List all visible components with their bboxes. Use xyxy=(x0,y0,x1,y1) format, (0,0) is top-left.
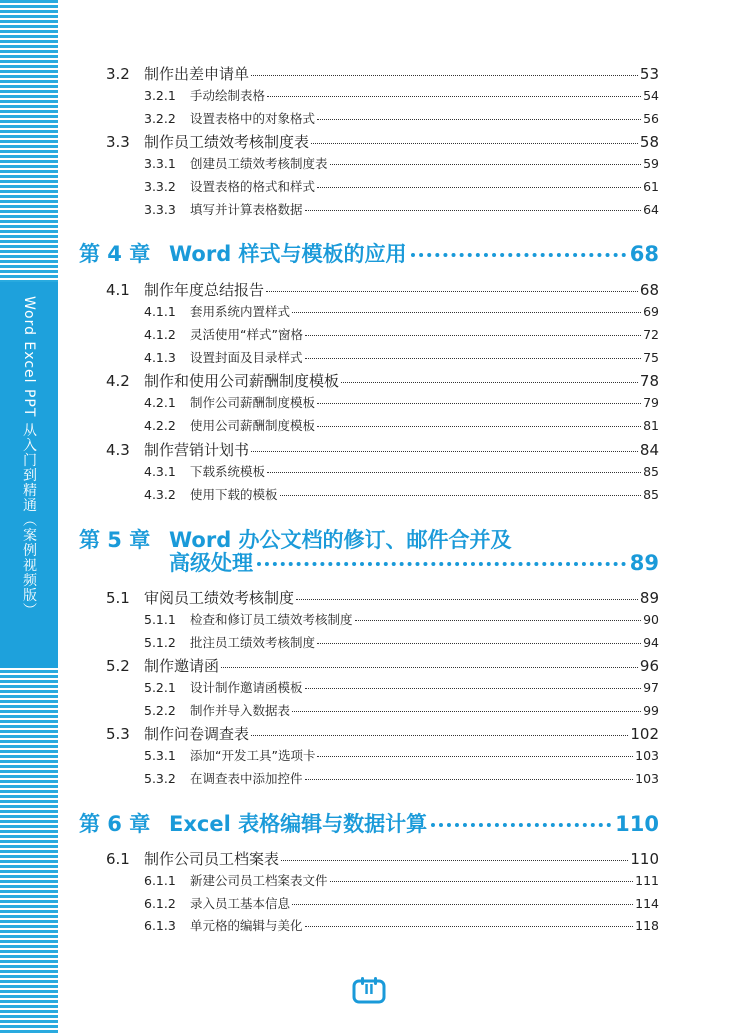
page-ref: 118 xyxy=(635,918,659,933)
chapter-page-number: 68 xyxy=(629,242,659,266)
page-ref: 110 xyxy=(630,850,659,868)
section-number: 4.1 xyxy=(106,281,130,299)
subsection-number: 4.1.3 xyxy=(144,350,176,365)
toc-subsection-entry xyxy=(144,302,659,320)
toc-subsection-entry xyxy=(144,746,659,764)
page-ref: 97 xyxy=(643,680,659,695)
dot-leader xyxy=(317,119,641,120)
section-title: 制作营销计划书 xyxy=(144,441,250,459)
section-number: 5.1 xyxy=(106,589,130,607)
dot-leader xyxy=(317,403,641,404)
toc-subsection-entry xyxy=(144,348,659,366)
section-number: 3.3 xyxy=(106,133,130,151)
section-title: 制作问卷调查表 xyxy=(144,725,250,743)
section-number: 5.3 xyxy=(106,725,130,743)
toc-subsection-entry xyxy=(144,462,659,480)
dot-leader xyxy=(317,187,641,188)
subsection-number: 4.2.2 xyxy=(144,418,176,433)
page-ref: 69 xyxy=(643,304,659,319)
subsection-title: 填写并计算表格数据 xyxy=(190,202,303,217)
section-number: 3.2 xyxy=(106,65,130,83)
page-ref: 68 xyxy=(639,281,659,299)
subsection-number: 6.1.2 xyxy=(144,896,176,911)
side-book-title: Word Excel PPT 从入门到精通（案例视频版） xyxy=(21,296,37,618)
page-ref: 64 xyxy=(643,202,659,217)
toc-subsection-entry xyxy=(144,769,659,787)
dot-leader xyxy=(305,210,642,211)
page-ref: 99 xyxy=(643,703,659,718)
subsection-number: 3.3.3 xyxy=(144,202,176,217)
chapter-title-continued: 高级处理 xyxy=(169,551,253,575)
subsection-number: 5.3.2 xyxy=(144,771,176,786)
toc-subsection-entry xyxy=(144,871,659,889)
toc-section-entry xyxy=(106,655,659,676)
dot-leader xyxy=(292,312,641,313)
page-ref: 61 xyxy=(643,179,659,194)
section-title: 制作出差申请单 xyxy=(144,65,250,83)
page-ref: 79 xyxy=(643,395,659,410)
subsection-title: 在调查表中添加控件 xyxy=(190,771,303,786)
subsection-title: 灵活使用“样式”窗格 xyxy=(190,327,303,342)
section-title: 制作邀请函 xyxy=(144,657,220,675)
subsection-title: 下载系统模板 xyxy=(190,464,266,479)
subsection-title: 设置表格中的对象格式 xyxy=(190,111,316,126)
subsection-title: 新建公司员工档案表文件 xyxy=(190,873,328,888)
toc-subsection-entry xyxy=(144,485,659,503)
page-ref: 90 xyxy=(643,612,659,627)
dot-leader xyxy=(355,620,642,621)
dot-leader xyxy=(317,643,641,644)
chapter-heading xyxy=(79,808,659,838)
page-number: II xyxy=(364,983,374,998)
toc-subsection-entry xyxy=(144,416,659,434)
subsection-number: 4.1.2 xyxy=(144,327,176,342)
page-ref: 54 xyxy=(643,88,659,103)
page-ref: 53 xyxy=(639,65,659,83)
subsection-title: 检查和修订员工绩效考核制度 xyxy=(190,612,353,627)
subsection-title: 录入员工基本信息 xyxy=(190,896,291,911)
chapter-number: 第 5 章 xyxy=(79,528,151,552)
toc-subsection-entry xyxy=(144,86,659,104)
subsection-number: 6.1.1 xyxy=(144,873,176,888)
dot-leader xyxy=(341,382,638,383)
page-ref: 89 xyxy=(639,589,659,607)
subsection-title: 设计制作邀请函模板 xyxy=(190,680,303,695)
toc-section-entry xyxy=(106,131,659,152)
subsection-title: 设置表格的格式和样式 xyxy=(190,179,316,194)
toc-subsection-entry xyxy=(144,154,659,172)
subsection-title: 制作并导入数据表 xyxy=(190,703,291,718)
toc-subsection-entry xyxy=(144,393,659,411)
dot-leader xyxy=(251,75,638,76)
dot-leader xyxy=(221,667,638,668)
toc-subsection-entry xyxy=(144,109,659,127)
page-ref: 96 xyxy=(639,657,659,675)
section-number: 4.3 xyxy=(106,441,130,459)
subsection-number: 3.2.2 xyxy=(144,111,176,126)
page-ref: 78 xyxy=(639,372,659,390)
chapter-number: 第 4 章 xyxy=(79,242,151,266)
page-ref: 94 xyxy=(643,635,659,650)
chapter-number: 第 6 章 xyxy=(79,812,151,836)
dot-leader xyxy=(317,756,633,757)
dot-leader xyxy=(317,426,641,427)
page-ref: 85 xyxy=(643,487,659,502)
page-ref: 59 xyxy=(643,156,659,171)
toc-section-entry xyxy=(106,439,659,460)
subsection-title: 批注员工绩效考核制度 xyxy=(190,635,316,650)
page-ref: 111 xyxy=(635,873,659,888)
toc-subsection-entry xyxy=(144,200,659,218)
page-ref: 85 xyxy=(643,464,659,479)
dot-leader xyxy=(305,688,642,689)
toc-subsection-entry xyxy=(144,916,659,934)
dot-leader xyxy=(267,472,641,473)
section-title: 制作和使用公司薪酬制度模板 xyxy=(144,372,340,390)
subsection-number: 5.1.1 xyxy=(144,612,176,627)
chapter-title: Word 办公文档的修订、邮件合并及 xyxy=(169,528,512,552)
dot-leader xyxy=(431,823,611,827)
page-ref: 58 xyxy=(639,133,659,151)
subsection-title: 设置封面及目录样式 xyxy=(190,350,303,365)
subsection-title: 手动绘制表格 xyxy=(190,88,266,103)
page-ref: 72 xyxy=(643,327,659,342)
toc-subsection-entry xyxy=(144,177,659,195)
dot-leader xyxy=(251,451,638,452)
section-number: 6.1 xyxy=(106,850,130,868)
section-title: 制作员工绩效考核制度表 xyxy=(144,133,310,151)
section-number: 4.2 xyxy=(106,372,130,390)
toc-subsection-entry xyxy=(144,701,659,719)
toc-subsection-entry xyxy=(144,325,659,343)
subsection-title: 使用公司薪酬制度模板 xyxy=(190,418,316,433)
page-ref: 114 xyxy=(635,896,659,911)
dot-leader xyxy=(330,881,634,882)
subsection-number: 4.3.1 xyxy=(144,464,176,479)
subsection-title: 套用系统内置样式 xyxy=(190,304,291,319)
subsection-number: 5.1.2 xyxy=(144,635,176,650)
page-ref: 84 xyxy=(639,441,659,459)
toc-section-entry xyxy=(106,587,659,608)
toc-section-entry xyxy=(106,63,659,84)
subsection-number: 5.3.1 xyxy=(144,748,176,763)
dot-leader xyxy=(411,253,626,257)
dot-leader xyxy=(305,926,634,927)
dot-leader xyxy=(305,335,641,336)
toc-section-entry xyxy=(106,723,659,744)
dot-leader xyxy=(267,96,641,97)
subsection-number: 4.1.1 xyxy=(144,304,176,319)
dot-leader xyxy=(305,358,642,359)
section-title: 制作年度总结报告 xyxy=(144,281,265,299)
subsection-number: 5.2.1 xyxy=(144,680,176,695)
dot-leader xyxy=(296,599,638,600)
subsection-title: 添加“开发工具”选项卡 xyxy=(190,748,316,763)
subsection-title: 使用下载的模板 xyxy=(190,487,278,502)
chapter-title: Word 样式与模板的应用 xyxy=(169,242,407,266)
page-ref: 102 xyxy=(630,725,659,743)
dot-leader xyxy=(305,779,634,780)
dot-leader xyxy=(280,495,642,496)
toc-subsection-entry xyxy=(144,610,659,628)
toc-section-entry xyxy=(106,279,659,300)
dot-leader xyxy=(251,735,628,736)
section-title: 审阅员工绩效考核制度 xyxy=(144,589,295,607)
chapter-heading xyxy=(79,238,659,268)
subsection-number: 5.2.2 xyxy=(144,703,176,718)
subsection-number: 6.1.3 xyxy=(144,918,176,933)
chapter-heading-continued xyxy=(169,547,659,577)
chapter-page-number: 110 xyxy=(615,812,659,836)
subsection-title: 制作公司薪酬制度模板 xyxy=(190,395,316,410)
toc-subsection-entry xyxy=(144,894,659,912)
dot-leader xyxy=(257,562,626,566)
chapter-page-number: 89 xyxy=(629,551,659,575)
subsection-title: 单元格的编辑与美化 xyxy=(190,918,303,933)
subsection-number: 3.2.1 xyxy=(144,88,176,103)
dot-leader xyxy=(281,860,628,861)
subsection-title: 创建员工绩效考核制度表 xyxy=(190,156,328,171)
section-number: 5.2 xyxy=(106,657,130,675)
dot-leader xyxy=(266,291,638,292)
dot-leader xyxy=(292,904,633,905)
page-ref: 56 xyxy=(643,111,659,126)
subsection-number: 3.3.1 xyxy=(144,156,176,171)
subsection-number: 3.3.2 xyxy=(144,179,176,194)
page-ref: 81 xyxy=(643,418,659,433)
page-ref: 75 xyxy=(643,350,659,365)
dot-leader xyxy=(330,164,642,165)
chapter-title: Excel 表格编辑与数据计算 xyxy=(169,812,428,836)
subsection-number: 4.2.1 xyxy=(144,395,176,410)
toc-subsection-entry xyxy=(144,678,659,696)
toc-subsection-entry xyxy=(144,633,659,651)
page-ref: 103 xyxy=(635,748,659,763)
toc-section-entry xyxy=(106,848,659,869)
dot-leader xyxy=(311,143,638,144)
toc-section-entry xyxy=(106,370,659,391)
dot-leader xyxy=(292,711,641,712)
section-title: 制作公司员工档案表 xyxy=(144,850,280,868)
page-ref: 103 xyxy=(635,771,659,786)
subsection-number: 4.3.2 xyxy=(144,487,176,502)
